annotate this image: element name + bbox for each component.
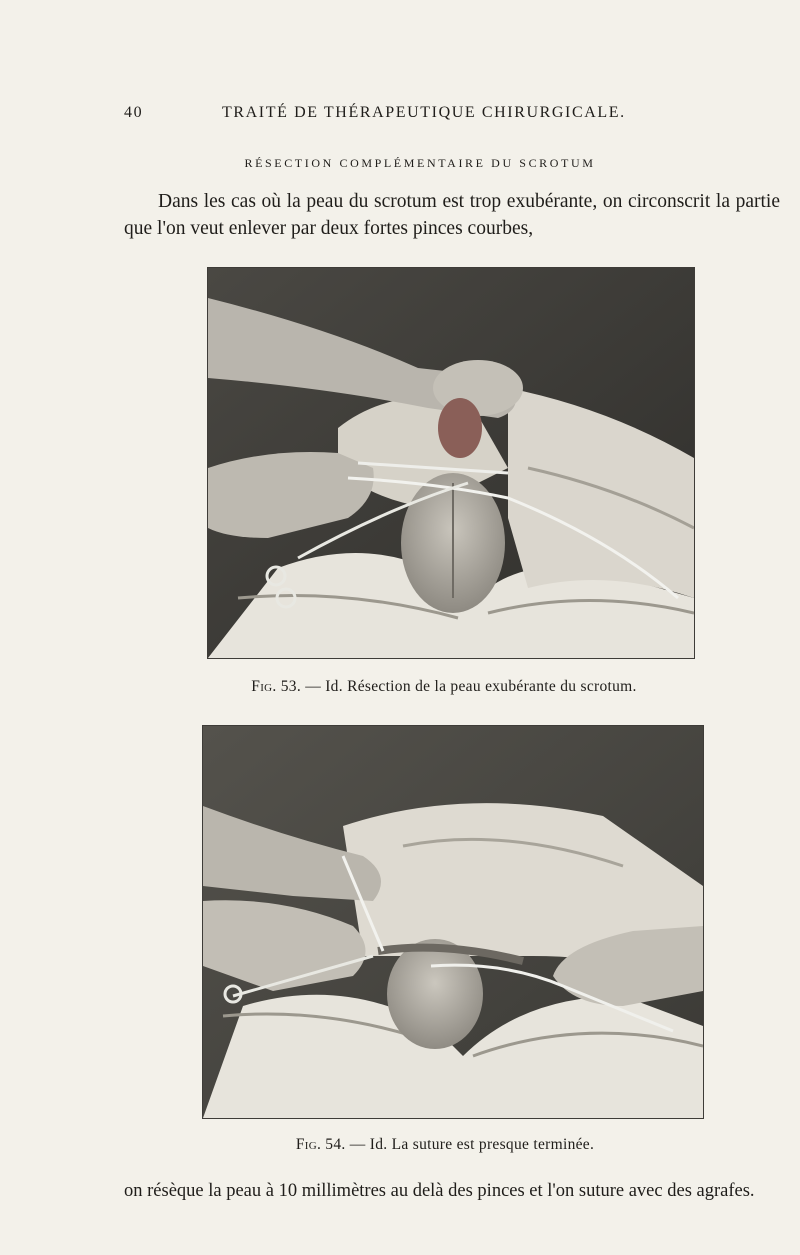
figure-54-caption [0,1136,800,1154]
figure-54-label: Fig. 54. [295,1136,346,1153]
section-heading: RÉSECTION COMPLÉMENTAIRE DU SCROTUM [244,156,596,170]
figure-54-caption-text: — Id. La suture est presque terminée. [349,1136,595,1153]
paragraph-intro: Dans les cas où la peau du scrotum est trop exubérante, on circonscrit la partie que l'on veut enlever par deux fortes pinces courbes, [124,191,780,239]
figure-53-caption-text: — Id. Résection de la peau exubérante du scrotum. [305,678,637,695]
figure-53-caption [0,678,800,696]
figure-53-label: Fig. 53. [251,678,302,695]
running-head [124,104,684,126]
figure-54-photograph [203,726,703,1118]
figure-54-illustration [203,726,703,1118]
figure-53-photograph [208,268,694,658]
figure-53-illustration [208,268,694,658]
paragraph-conclusion: on résèque la peau à 10 millimètres au delà des pinces et l'on suture avec des agrafes. [124,1181,755,1201]
running-title: TRAITÉ DE THÉRAPEUTIQUE CHIRURGICALE. [222,104,626,121]
page-number: 40 [124,104,144,121]
